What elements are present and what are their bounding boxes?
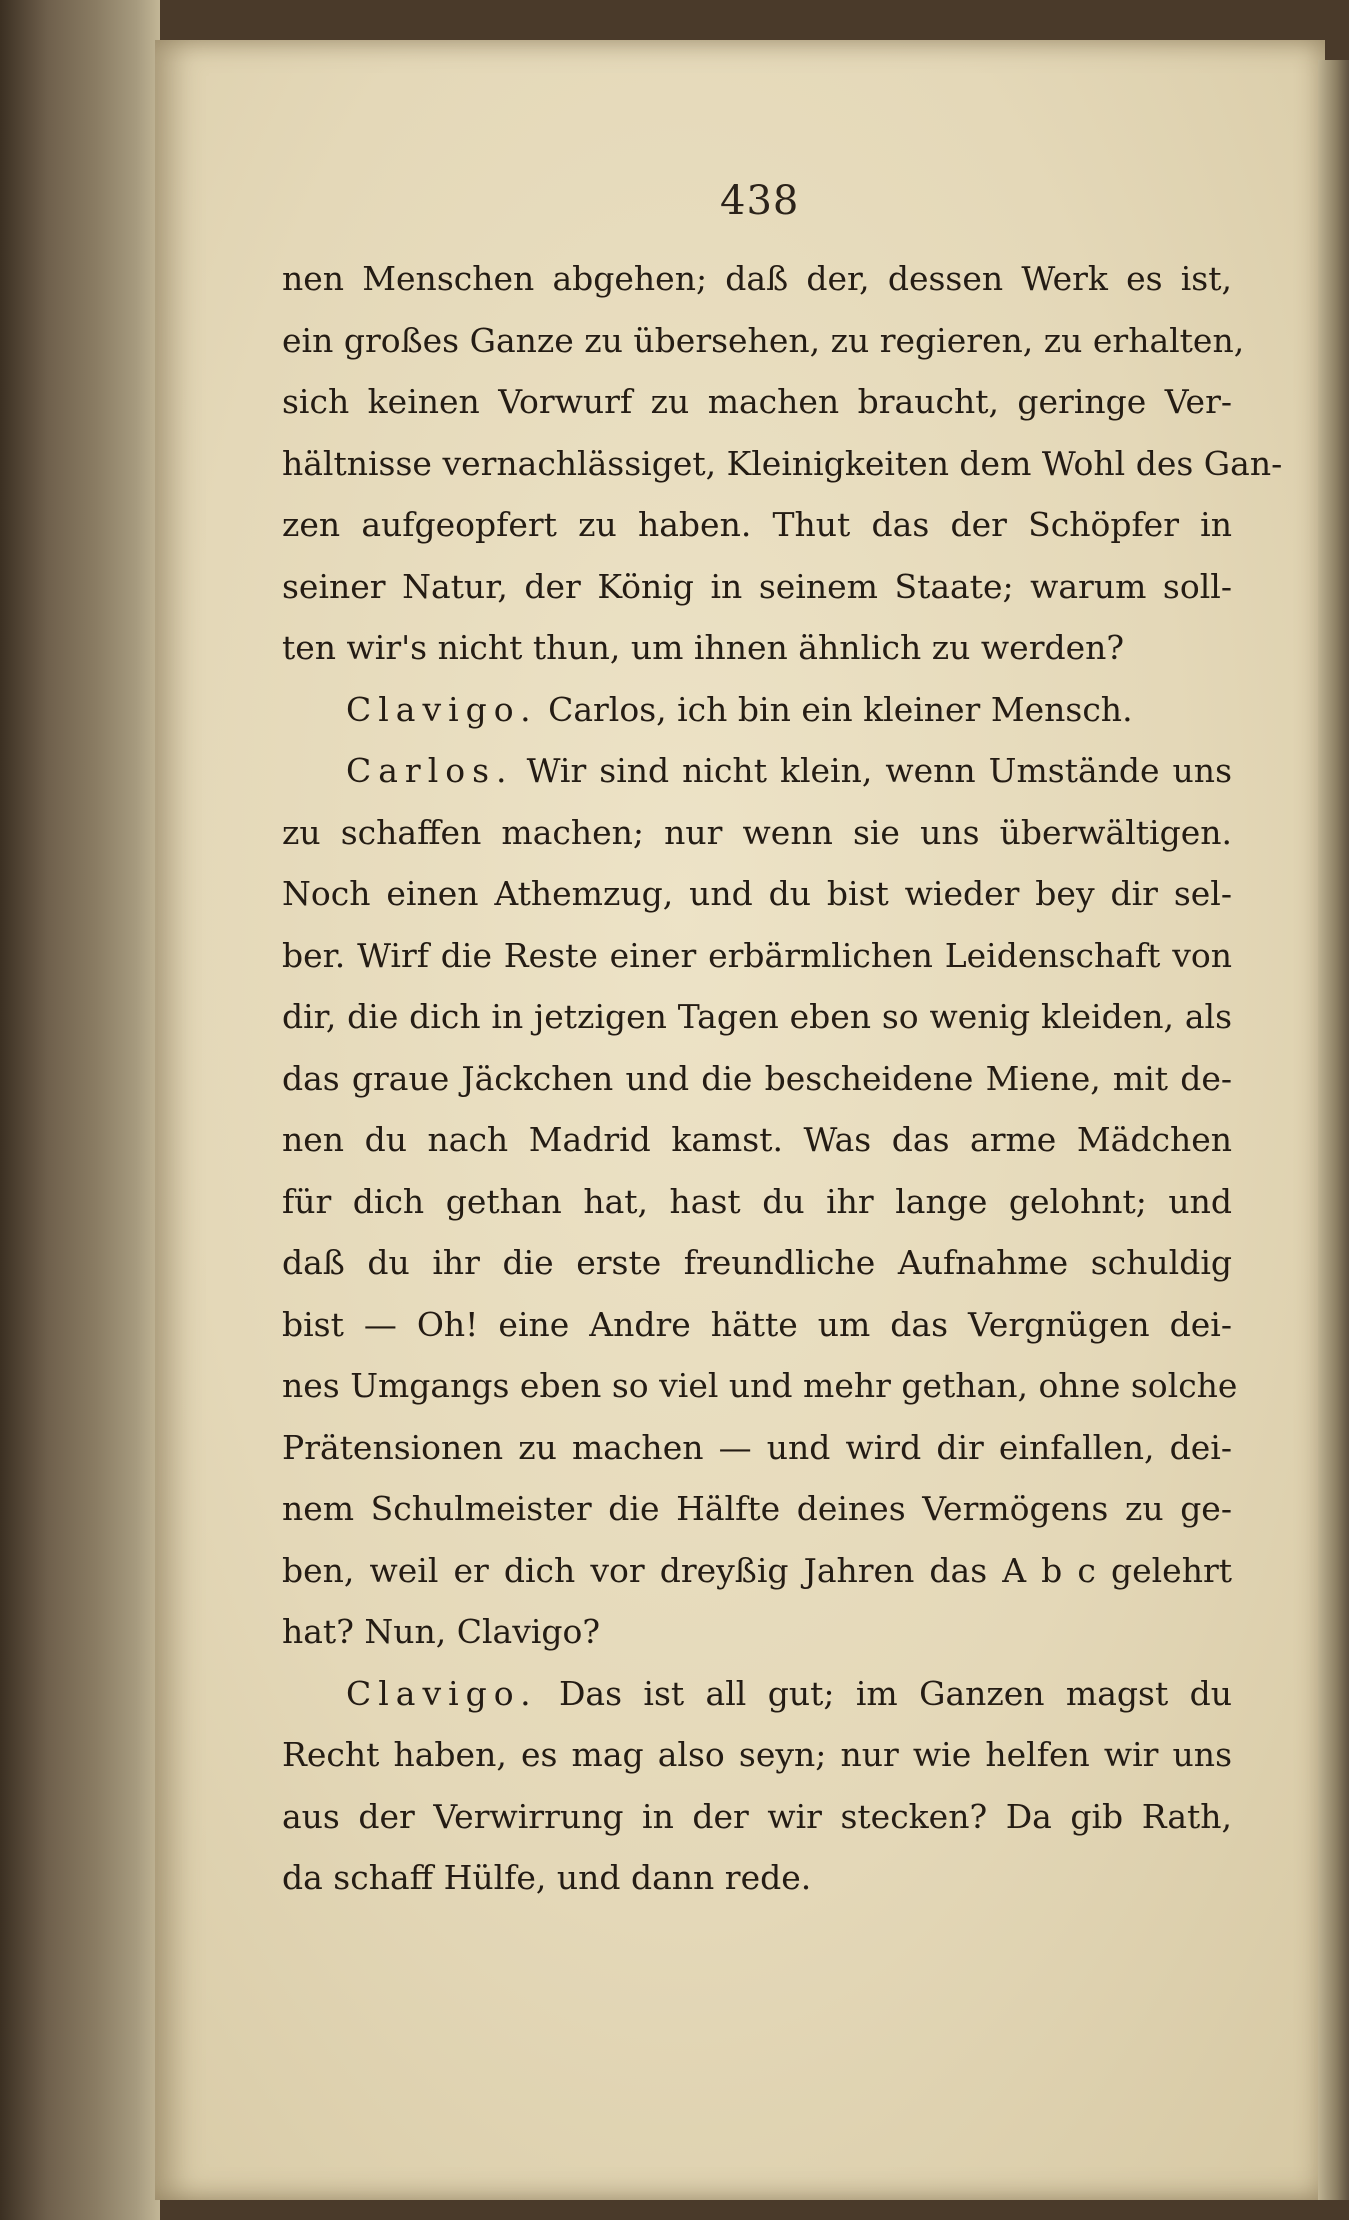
dialogue-text: Das ist all gut; im Ganzen magst du <box>558 1673 1232 1713</box>
text-line: zu schaffen machen; nur wenn sie uns überwältigen. <box>282 812 1232 852</box>
text-line: ben, weil er dich vor dreyßig Jahren das A b c gelehrt <box>282 1550 1232 1590</box>
text-line: nen du nach Madrid kamst. Was das arme Mädchen <box>282 1120 1232 1159</box>
speaker-name: Carlos. <box>346 751 514 790</box>
text-line: zen aufgeopfert zu haben. Thut das der Schöpfer in <box>282 505 1232 544</box>
page-right-edge <box>1318 60 1349 2200</box>
page-text <box>282 248 1283 1909</box>
text-line: Prätensionen zu machen — und wird dir einfallen, dei- <box>282 1427 1232 1467</box>
text-line: ein großes Ganze zu übersehen, zu regieren, zu erhalten, <box>282 320 1245 360</box>
text-line: nem Schulmeister die Hälfte deines Vermögens zu ge- <box>282 1489 1232 1528</box>
text-line: seiner Natur, der König in seinem Staate; warum soll- <box>282 566 1232 606</box>
text-line: bist — Oh! eine Andre hätte um das Vergnügen dei- <box>282 1304 1232 1344</box>
text-line: da schaff Hülfe, und dann rede. <box>282 1858 812 1897</box>
text-line: hältnisse vernachlässiget, Kleinigkeiten dem Wohl des Gan- <box>282 443 1283 483</box>
dialogue-line <box>282 1663 1232 1725</box>
text-line: Recht haben, es mag also seyn; nur wie helfen wir uns <box>282 1735 1232 1774</box>
dialogue-line <box>282 740 1232 802</box>
book-spine-edge <box>0 0 160 2220</box>
dialogue-text: Carlos, ich bin ein kleiner Mensch. <box>548 689 1133 729</box>
text-line: dir, die dich in jetzigen Tagen eben so wenig kleiden, als <box>282 997 1232 1036</box>
text-line: nes Umgangs eben so viel und mehr gethan, ohne solche <box>282 1366 1238 1405</box>
dialogue-line <box>282 679 1232 741</box>
text-line: ber. Wirf die Reste einer erbärmlichen Leidenschaft von <box>282 935 1232 975</box>
text-line: für dich gethan hat, hast du ihr lange gelohnt; und <box>282 1181 1232 1221</box>
speaker-name: Clavigo. <box>346 689 538 729</box>
text-line: aus der Verwirrung in der wir stecken? Da gib Rath, <box>282 1796 1232 1836</box>
speaker-name: Clavigo. <box>346 1673 538 1713</box>
text-line: das graue Jäckchen und die bescheidene Miene, mit de- <box>282 1058 1232 1098</box>
text-line: daß du ihr die erste freundliche Aufnahme schuldig <box>282 1243 1232 1282</box>
text-line: sich keinen Vorwurf zu machen braucht, geringe Ver- <box>282 382 1232 421</box>
text-line: nen Menschen abgehen; daß der, dessen Werk es ist, <box>282 259 1232 298</box>
text-line: ten wir's nicht thun, um ihnen ähnlich zu werden? <box>282 628 1125 667</box>
text-line: hat? Nun, Clavigo? <box>282 1612 601 1651</box>
page-number: 438 <box>720 178 800 224</box>
text-line: Noch einen Athemzug, und du bist wieder bey dir sel- <box>282 874 1232 913</box>
dialogue-text: Wir sind nicht klein, wenn Umstände uns <box>526 751 1232 790</box>
